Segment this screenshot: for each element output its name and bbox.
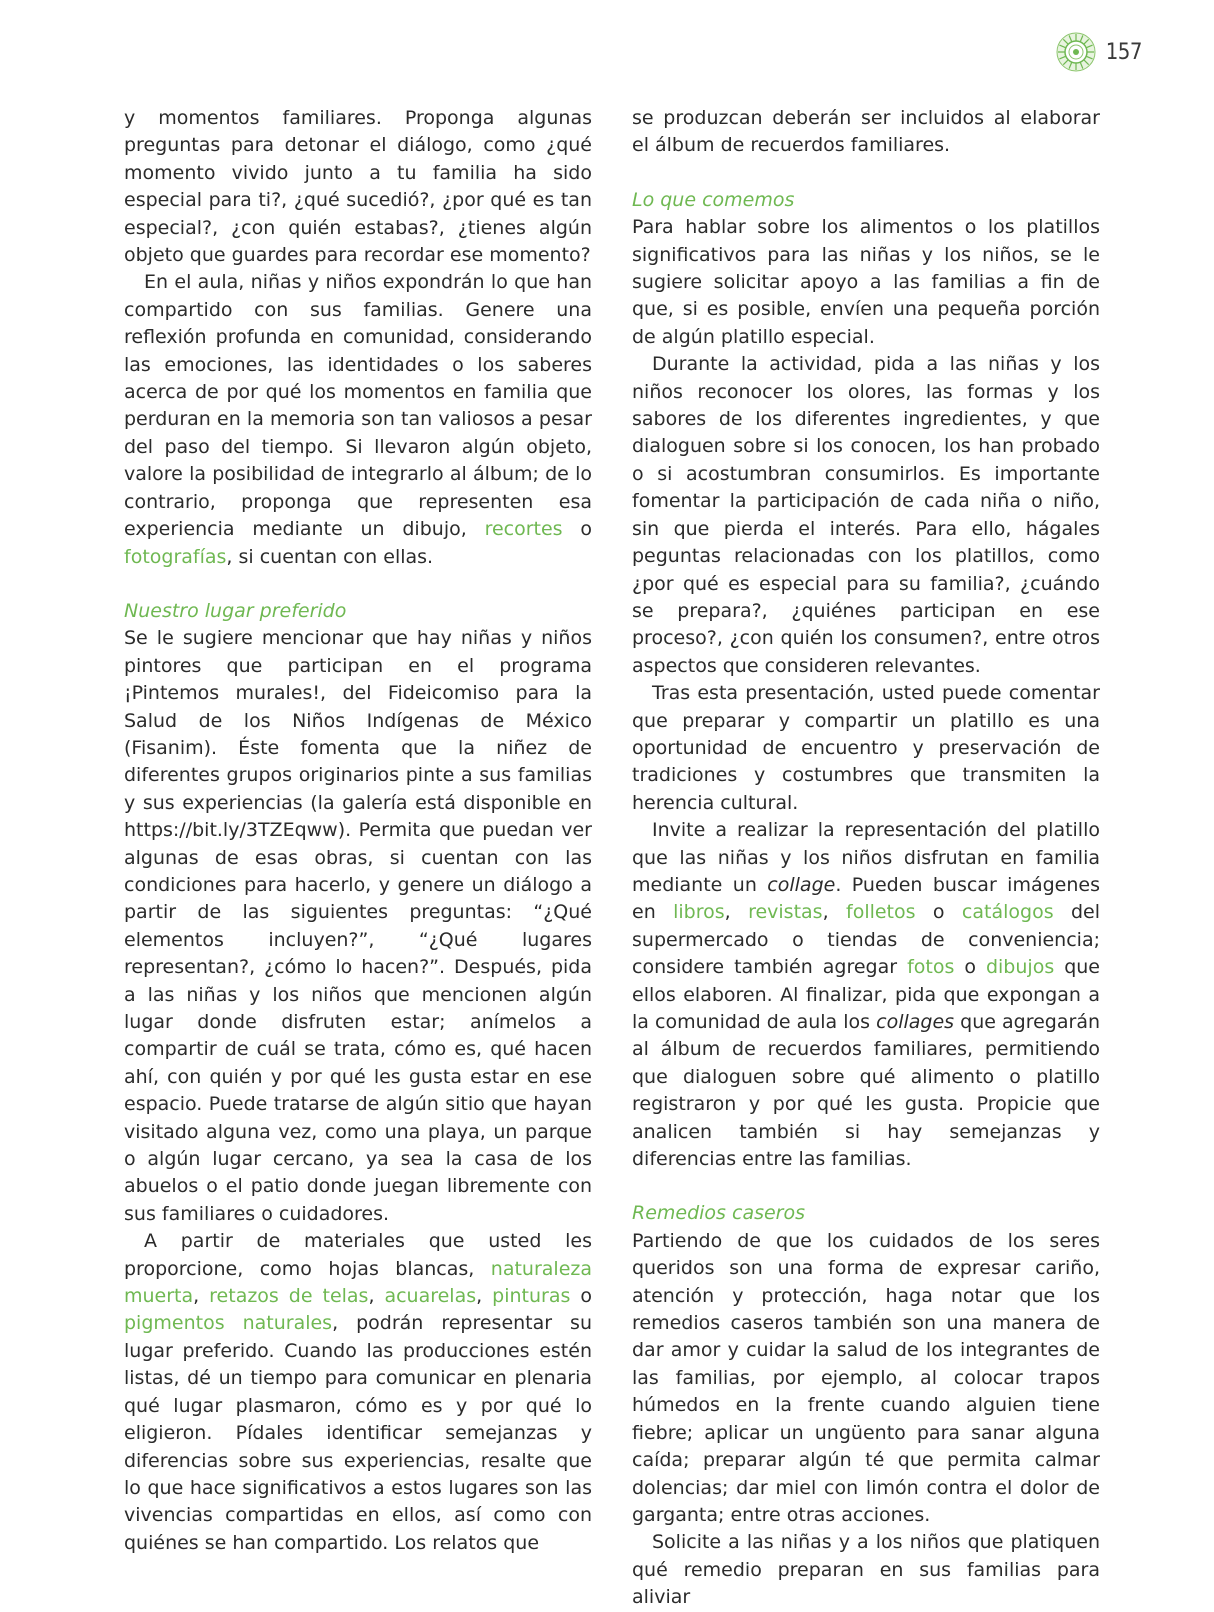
text-run: A partir de materiales que usted les proporcione, como hojas blancas, xyxy=(124,1230,592,1280)
section-heading: Remedios caseros xyxy=(632,1202,806,1225)
paragraph xyxy=(124,269,592,570)
paragraph: Solicite a las niñas y a los niños que platiquen qué remedio preparan en sus familias para aliviar xyxy=(632,1531,1100,1609)
text-run: , xyxy=(368,1285,385,1308)
text-run: que agregarán al álbum de recuerdos familiares, permitiendo que dialoguen sobre qué alimento o platillo registraron y por qué les gusta. Propicie que analicen también si hay semejanzas y diferencias entre las familias. xyxy=(632,1011,1100,1171)
highlighted-term: revistas xyxy=(748,901,823,924)
text-run: . Pueden buscar imágenes en xyxy=(632,873,1100,924)
highlighted-term: dibujos xyxy=(985,956,1055,979)
text-run: que ellos elaboren. Al finalizar, pida que expongan a la comunidad de aula los xyxy=(632,956,1100,1033)
highlighted-term: acuarelas xyxy=(384,1285,477,1308)
text-run: , si cuentan con ellas. xyxy=(226,545,434,568)
green-rosette-icon xyxy=(1056,32,1096,72)
section-heading: Nuestro lugar preferido xyxy=(124,599,347,622)
text-run: , xyxy=(193,1285,210,1308)
right-column xyxy=(632,105,1100,1612)
page-header xyxy=(1056,32,1142,72)
text-run: , xyxy=(724,901,749,924)
highlighted-term: naturaleza muerta xyxy=(124,1257,592,1308)
highlighted-term: catálogos xyxy=(961,901,1054,924)
paragraph: se produzcan deberán ser incluidos al elaborar el álbum de recuerdos familiares. xyxy=(632,107,1100,157)
italic-term: collages xyxy=(876,1011,955,1033)
page-number: 157 xyxy=(1105,39,1142,65)
paragraph: Partiendo de que los cuidados de los seres queridos son una forma de expresar cariño, atención y protección, haga notar que los remedios caseros también son una manera de dar amor y cuidar la salud de los integrantes de las familias, por ejemplo, al colocar trapos húmedos en la frente cuando alguien tiene fiebre; aplicar un ungüento para sanar alguna caída; preparar algún té que permita calmar dolencias; dar miel con limón contra el dolor de garganta; entre otras acciones. xyxy=(632,1229,1100,1526)
paragraph: Durante la actividad, pida a las niñas y los niños reconocer los olores, las formas y los sabores de los diferentes ingredientes, y que dialoguen sobre si los conocen, los han probado o si acostumbran consumirlos. Es importante fomentar la participación de cada niña o niño, sin que pierda el interés. Para ello, hágales peguntas relacionadas con los platillos, como ¿por qué es especial para su familia?, ¿cuándo se prepara?, ¿quiénes participan en ese proceso?, ¿con quién los consumen?, entre otros aspectos que consideren relevantes. xyxy=(632,353,1100,677)
left-column xyxy=(124,105,592,1557)
highlighted-term: libros xyxy=(673,901,725,924)
text-run: o xyxy=(562,518,592,541)
highlighted-term: fotos xyxy=(907,956,955,979)
text-run: o xyxy=(915,901,962,924)
highlighted-term: pinturas xyxy=(492,1285,571,1308)
italic-term: collage xyxy=(767,873,836,896)
text-run: , podrán representar su lugar preferido. Cuando las producciones estén listas, dé un tiempo para comunicar en plenaria qué lugar plasmaron, cómo es y por qué lo eligieron. Pídales identificar semejanzas y diferencias sobre sus experiencias, resalte que lo que hace significativos a estos lugares son las vivencias compartidas en ellos, así como con quiénes se han compartido. Los relatos que xyxy=(124,1312,592,1554)
paragraph: Para hablar sobre los alimentos o los platillos significativos para las niñas y los niños, se le sugiere solicitar apoyo a las familias a fin de que, si es posible, envíen una pequeña porción de algún platillo especial. xyxy=(632,216,1100,348)
text-run: En el aula, niñas y niños expondrán lo que han compartido con sus familias. Genere una reflexión profunda en comunidad, considerando las emociones, las identidades o los saberes acerca de por qué los momentos en familia que perduran en la memoria son tan valiosos a pesar del paso del tiempo. Si llevaron algún objeto, valore la posibilidad de integrarlo al álbum; de lo contrario, proponga que representen esa experiencia mediante un dibujo, xyxy=(124,271,592,541)
text-run: del supermercado o tiendas de conveniencia; considere también agregar xyxy=(632,901,1100,979)
text-run: o xyxy=(954,956,986,979)
highlighted-term: fotografías xyxy=(124,545,227,568)
section-heading: Lo que comemos xyxy=(632,188,795,211)
text-run: , xyxy=(822,901,846,924)
paragraph: Tras esta presentación, usted puede comentar que preparar y compartir un platillo es una oportunidad de encuentro y preservación de tradiciones y costumbres que transmiten la herencia cultural. xyxy=(632,682,1100,814)
paragraph: Se le sugiere mencionar que hay niñas y niños pintores que participan en el programa ¡Pintemos murales!, del Fideicomiso para la Salud de los Niños Indígenas de México (Fisanim). Éste fomenta que la niñez de diferentes grupos originarios pinte a sus familias y sus experiencias (la galería está disponible en https://bit.ly/3TZEqww). Permita que puedan ver algunas de esas obras, si cuentan con las condiciones para hacerlo, y genere un diálogo a partir de las siguientes preguntas: “¿Qué elementos incluyen?”, “¿Qué lugares representan?, ¿cómo lo hacen?”. Después, pida a las niñas y los niños que mencionen algún lugar donde disfruten estar; anímelos a compartir de cuál se trata, cómo es, qué hacen ahí, con quién y por qué les gusta estar en ese espacio. Puede tratarse de algún sitio que hayan visitado alguna vez, como una playa, un parque o algún lugar cercano, ya sea la casa de los abuelos o el patio donde juegan libremente con sus familiares o cuidadores. xyxy=(124,627,592,1225)
highlighted-term: retazos de telas xyxy=(209,1285,369,1308)
highlighted-term: pigmentos naturales xyxy=(124,1312,333,1335)
text-run: , xyxy=(476,1285,493,1308)
highlighted-term: folletos xyxy=(846,901,916,924)
highlighted-term: recortes xyxy=(484,518,563,541)
text-run: Invite a realizar la representación del platillo que las niñas y los niños disfrutan en familia mediante un xyxy=(632,819,1100,896)
paragraph xyxy=(632,817,1100,1173)
text-run: o xyxy=(570,1285,592,1308)
paragraph: y momentos familiares. Proponga algunas preguntas para detonar el diálogo, como ¿qué momento vivido junto a tu familia ha sido especial para ti?, ¿qué sucedió?, ¿por qué es tan especial?, ¿con quién estabas?, ¿tienes algún objeto que guardes para recordar ese momento? xyxy=(124,107,592,267)
paragraph xyxy=(124,1228,592,1557)
